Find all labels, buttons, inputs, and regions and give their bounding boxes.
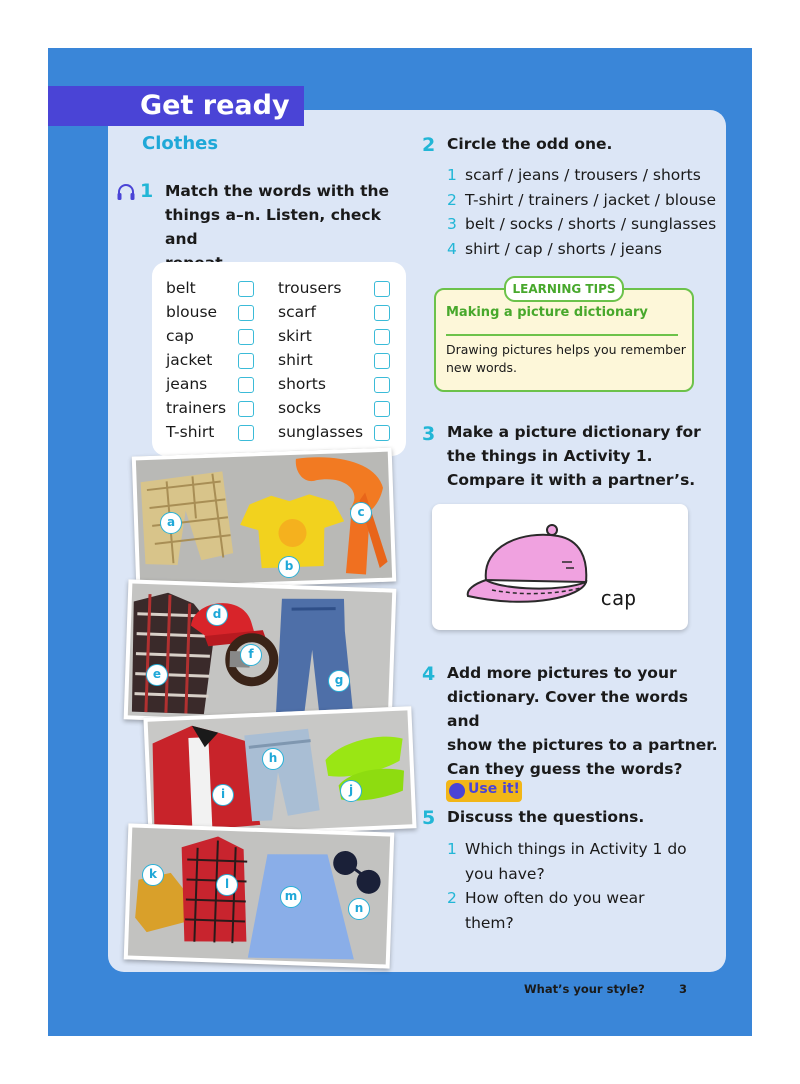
- photo-socks-blouse-skirt-sunglasses: [124, 823, 395, 968]
- photo-label-g: g: [328, 670, 350, 692]
- list-item[interactable]: [447, 237, 717, 262]
- exercise-3-instruction: [447, 420, 717, 492]
- list-item[interactable]: [447, 163, 717, 188]
- list-item-continued: [447, 911, 717, 936]
- word-shirt: shirt: [278, 351, 313, 369]
- word-sunglasses: sunglasses: [278, 423, 364, 441]
- answer-box[interactable]: [238, 377, 254, 393]
- item-number: 4: [447, 239, 457, 258]
- title-bar: [48, 86, 304, 126]
- photo-label-f: f: [240, 644, 262, 666]
- word-list-box: [152, 262, 406, 456]
- word-cap: cap: [166, 327, 194, 345]
- headphones-icon[interactable]: [116, 183, 136, 201]
- photo-label-a: a: [160, 512, 182, 534]
- photo-label-d: d: [206, 604, 228, 626]
- exercise-2-instruction: Circle the odd one.: [447, 135, 613, 153]
- answer-box[interactable]: [238, 305, 254, 321]
- answer-box[interactable]: [374, 305, 390, 321]
- exercise-4-instruction: [447, 661, 722, 781]
- photo-label-m: m: [280, 886, 302, 908]
- use-it-badge: [446, 780, 522, 802]
- photo-label-k: k: [142, 864, 164, 886]
- list-item[interactable]: [447, 212, 717, 237]
- photo-label-c: c: [350, 502, 372, 524]
- item-number: 3: [447, 215, 457, 233]
- instruction-line: Add more pictures to your: [447, 664, 677, 682]
- speech-icon: [449, 783, 465, 799]
- exercise-4-number: 4: [422, 663, 436, 685]
- item-text: shirt / cap / shorts / jeans: [465, 239, 662, 258]
- exercise-1-instruction: [165, 179, 415, 275]
- photo-label-n: n: [348, 898, 370, 920]
- word-column-2: [278, 276, 363, 444]
- photo-label-l: l: [216, 874, 238, 896]
- word-trainers: trainers: [166, 399, 227, 417]
- exercise-2-list: [447, 163, 717, 261]
- answer-box[interactable]: [238, 329, 254, 345]
- clothes-illustration: [128, 828, 390, 965]
- tip-line: new words.: [446, 360, 518, 375]
- instruction-line: dictionary. Cover the words and: [447, 688, 689, 730]
- item-text: How often do you wear: [465, 889, 645, 907]
- word-skirt: skirt: [278, 327, 312, 345]
- use-it-label: Use it!: [468, 781, 520, 797]
- instruction-line: show the pictures to a partner.: [447, 736, 718, 754]
- item-text: scarf / jeans / trousers / shorts: [465, 166, 701, 184]
- photo-label-h: h: [262, 748, 284, 770]
- card-word: cap: [600, 586, 637, 610]
- exercise-5-list: [447, 837, 717, 935]
- exercise-5-number: 5: [422, 807, 436, 829]
- answer-box[interactable]: [374, 377, 390, 393]
- exercise-3-number: 3: [422, 423, 436, 445]
- word-shorts: shorts: [278, 375, 326, 393]
- answer-box[interactable]: [238, 425, 254, 441]
- page-number: 3: [679, 982, 688, 996]
- item-number: 2: [447, 190, 457, 209]
- instruction-line: Match the words with the: [165, 182, 390, 200]
- answer-box[interactable]: [374, 425, 390, 441]
- instruction-line: Compare it with a partner’s.: [447, 471, 696, 489]
- list-item: [447, 837, 717, 862]
- answer-box[interactable]: [374, 281, 390, 297]
- word-jacket: jacket: [166, 351, 213, 369]
- instruction-line: the things in Activity 1.: [447, 447, 653, 465]
- photo-jacket-shorts-trainers: [143, 706, 416, 840]
- word-column-1: [166, 276, 226, 444]
- word-scarf: scarf: [278, 303, 316, 321]
- exercise-2-number: 2: [422, 134, 436, 156]
- answer-box[interactable]: [238, 353, 254, 369]
- list-item-continued: [447, 862, 717, 887]
- answer-box[interactable]: [374, 401, 390, 417]
- tip-line: Drawing pictures helps you remember: [446, 342, 686, 357]
- photo-label-e: e: [146, 664, 168, 686]
- item-text: belt / socks / shorts / sunglasses: [465, 215, 717, 233]
- divider: [446, 334, 678, 336]
- word-socks: socks: [278, 399, 322, 417]
- item-text: Which things in Activity 1 do: [465, 840, 687, 858]
- word-tshirt: T-shirt: [166, 423, 215, 441]
- picture-dictionary-card: [432, 504, 688, 630]
- learning-tips-body: [446, 341, 686, 377]
- footer-unit-title: What’s your style?: [524, 982, 645, 996]
- item-text: you have?: [465, 864, 545, 883]
- photo-label-i: i: [212, 784, 234, 806]
- exercise-5-instruction: Discuss the questions.: [447, 808, 645, 826]
- word-trousers: trousers: [278, 279, 342, 297]
- answer-box[interactable]: [238, 401, 254, 417]
- photo-label-j: j: [340, 780, 362, 802]
- section-heading: Clothes: [142, 133, 219, 154]
- list-item: [447, 886, 717, 911]
- cap-drawing: [462, 518, 602, 618]
- answer-box[interactable]: [238, 281, 254, 297]
- word-jeans: jeans: [166, 375, 208, 393]
- clothes-illustration: [148, 710, 413, 835]
- instruction-line: Make a picture dictionary for: [447, 423, 701, 441]
- instruction-line: things a–n. Listen, check and: [165, 206, 381, 248]
- answer-box[interactable]: [374, 353, 390, 369]
- item-number: 1: [447, 840, 457, 858]
- list-item[interactable]: [447, 188, 717, 213]
- answer-box[interactable]: [374, 329, 390, 345]
- item-number: 2: [447, 889, 457, 907]
- page-title: Get ready: [140, 90, 290, 121]
- exercise-1-number: 1: [140, 180, 154, 202]
- item-text: them?: [465, 913, 514, 932]
- word-belt: belt: [166, 279, 196, 297]
- photo-label-b: b: [278, 556, 300, 578]
- learning-tips-title: Making a picture dictionary: [446, 305, 648, 320]
- word-blouse: blouse: [166, 303, 218, 321]
- item-text: T-shirt / trainers / jacket / blouse: [465, 190, 717, 209]
- instruction-line: Can they guess the words?: [447, 760, 683, 778]
- item-number: 1: [447, 166, 457, 184]
- learning-tips-tab: LEARNING TIPS: [504, 276, 624, 302]
